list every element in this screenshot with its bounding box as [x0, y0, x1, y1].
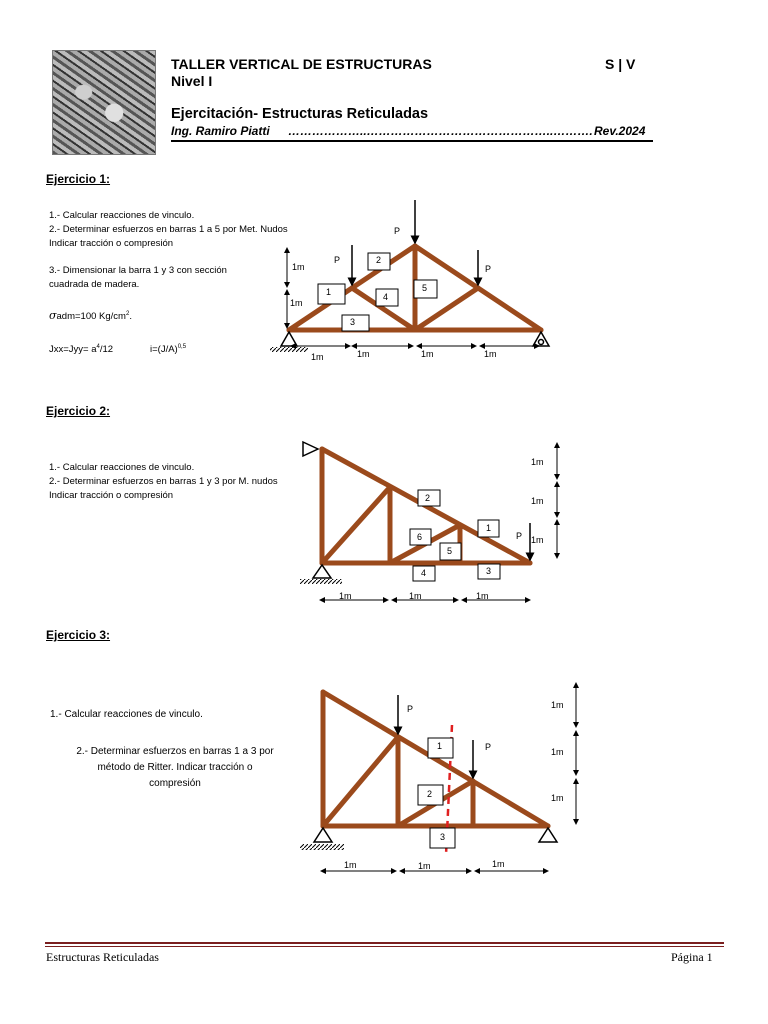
- ex2-support-bottom: [300, 565, 342, 584]
- ex1-label-b1: 1: [326, 287, 332, 297]
- ex2-label-p: P: [516, 531, 523, 541]
- ex3-label-b1: 1: [437, 741, 443, 751]
- ex1-radius: $i=(J/A)^{0,5}$: [150, 344, 187, 356]
- ex2-dim-h1: 1m: [339, 591, 352, 601]
- ex2-text: 1.- Calcular reacciones de vinculo. 2.- Determinar esfuerzos en barras 1 y 3 por M. nudos Indicar tracción o compresión: [49, 462, 278, 501]
- ex2-diag-1: [322, 487, 390, 563]
- ex3-dim-h1: 1m: [344, 860, 357, 870]
- ex1-dim-h3: 1m: [421, 349, 434, 359]
- ex3-text2: 2.- Determinar esfuerzos en barras 1 a 3 por método de Ritter. Indicar tracción o compresión: [76, 746, 274, 789]
- ex3-label-b3: 3: [440, 832, 446, 842]
- ex2-label-b2: 2: [425, 493, 431, 503]
- ex1-label-b3: 3: [350, 317, 356, 327]
- level-label: Nivel I: [171, 73, 213, 89]
- ex1-label-b4: 4: [383, 292, 389, 302]
- ex1-dim-h2: 1m: [357, 349, 370, 359]
- ex1-support-right: [533, 332, 549, 346]
- ex2-dim-h2: 1m: [409, 591, 422, 601]
- footer-rule-bottom: [45, 946, 724, 947]
- ex3-label-p-right: P: [485, 742, 492, 752]
- ex1-dim-v2: 1m: [290, 298, 303, 308]
- footer-left: Estructuras Reticuladas: [46, 950, 159, 964]
- course-title: TALLER VERTICAL DE ESTRUCTURAS: [171, 56, 432, 72]
- ex3-dim-h3: 1m: [492, 859, 505, 869]
- ex3-support-right: [539, 828, 557, 842]
- ex3-dim-v1: 1m: [551, 700, 564, 710]
- ex2-label-b1: 1: [486, 523, 492, 533]
- ex3-dim-v3: 1m: [551, 793, 564, 803]
- ex1-dim-v1: 1m: [292, 262, 305, 272]
- ex2-label-b3: 3: [486, 566, 492, 576]
- subtitle: Ejercitación- Estructuras Reticuladas: [171, 106, 429, 122]
- dots: ………………..………………………………………..……….: [288, 124, 593, 138]
- ex1-inertia: $Jxx=Jyy= a^4/12$: [49, 344, 114, 356]
- revision: Rev.2024: [594, 124, 646, 138]
- ex1-text2: 3.- Dimensionar la barra 1 y 3 con sección cuadrada de madera.: [49, 265, 227, 290]
- author: Ing. Ramiro Piatti: [171, 124, 270, 138]
- ex3-dim-v2: 1m: [551, 747, 564, 757]
- ex2-label-b6: 6: [417, 532, 423, 542]
- ex1-dim-h1: 1m: [311, 352, 324, 362]
- ex2-title: Ejercicio 2:: [46, 404, 111, 418]
- ex1-label-b2: 2: [376, 255, 382, 265]
- ex2-label-b4: 4: [421, 568, 427, 578]
- sv-label: S | V: [605, 56, 636, 72]
- ex3-truss: [323, 692, 548, 826]
- ex2-dim-v3: 1m: [531, 535, 544, 545]
- ex3-diag-1: [323, 737, 398, 826]
- ex1-text: 1.- Calcular reacciones de vinculo. 2.- Determinar esfuerzos en barras 1 a 5 por Met. Nudos Indicar tracción o compresión: [49, 210, 288, 249]
- ex2-support-top: [303, 442, 318, 456]
- ex3-support-left: [300, 828, 344, 850]
- ex2-dim-v1: 1m: [531, 457, 544, 467]
- footer-rule-top: [45, 942, 724, 944]
- ex1-support-left: [270, 332, 308, 352]
- footer-page: Página 1: [671, 950, 713, 964]
- ex1-label-p-top: P: [394, 226, 401, 236]
- ex1-dim-h4: 1m: [484, 349, 497, 359]
- ex2-label-b5: 5: [447, 546, 453, 556]
- ex3-dim-h2: 1m: [418, 861, 431, 871]
- ex2-dim-h3: 1m: [476, 591, 489, 601]
- ex1-sigma: σadm=100 $Kg/cm^2$.: [49, 309, 132, 323]
- ex3-text1: 1.- Calcular reacciones de vinculo.: [50, 709, 203, 720]
- ex2-dim-v2: 1m: [531, 496, 544, 506]
- ex1-title: Ejercicio 1:: [46, 172, 111, 186]
- ex1-label-p-right: P: [485, 264, 492, 274]
- ex3-title: Ejercicio 3:: [46, 628, 111, 642]
- ex1-label-b5: 5: [422, 283, 428, 293]
- ex3-label-b2: 2: [427, 789, 433, 799]
- ex3-label-p-left: P: [407, 704, 414, 714]
- ex1-label-p-left: P: [334, 255, 341, 265]
